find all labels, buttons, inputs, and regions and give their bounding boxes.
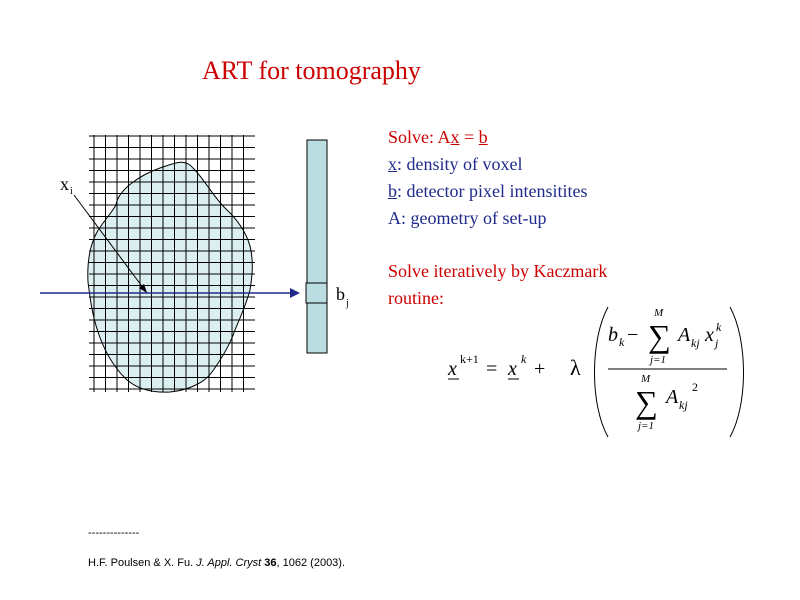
num-b-subscript: k [619,335,625,349]
citation-journal: J. Appl. Cryst [196,557,262,569]
slide-title: ART for tomography [202,56,421,85]
iteration-line-2: routine: [388,288,444,308]
citation-volume: 36 [264,557,277,569]
citation-pages: , 1062 (2003). [276,557,346,569]
num-sum-upper: M [654,307,664,319]
num-a: A [678,324,691,346]
num-sigma: ∑ [648,318,671,354]
solve-prefix: Solve: A [388,127,451,147]
num-a-subscript: kj [691,336,700,350]
citation-authors: H.F. Poulsen & X. Fu. [88,557,197,569]
detector-label: b [336,284,345,304]
ray-arrowhead [290,288,300,298]
den-sum-upper: M [641,373,651,385]
rhs-superscript: k [521,352,527,366]
x-symbol: x [388,154,397,174]
right-paren [730,307,744,437]
num-x-superscript: k [716,320,722,334]
num-x: x [705,324,714,346]
b-symbol: b [388,181,397,201]
voxel-label: x [60,174,69,194]
minus-sign: − [627,324,639,346]
voxel-subscript: i [70,186,73,197]
citation [88,557,345,569]
den-superscript: 2 [692,380,698,394]
solve-line [388,124,768,151]
num-x-subscript: j [715,336,719,350]
x-description: : density of voxel [397,154,523,174]
num-sum-lower: j=1 [650,354,666,366]
b-definition [388,178,768,205]
sample-shape [88,162,252,392]
iteration-line-1: Solve iteratively by Kaczmark [388,261,608,281]
lambda-symbol: λ [570,355,581,380]
left-paren [595,307,609,437]
lhs-x: x [448,358,457,380]
solve-x: x [450,127,460,147]
den-sum-lower: j=1 [638,420,654,432]
a-definition: A: geometry of set-up [388,208,547,228]
detector-strip [307,140,327,353]
solve-b: b [478,127,488,147]
x-definition [388,151,768,178]
detector-subscript: j [346,298,349,309]
footer-separator: -------------- [88,527,140,539]
b-description: : detector pixel intensitites [397,181,588,201]
detector-pixel [306,283,327,303]
lhs-superscript: k+1 [460,352,479,366]
den-a: A [666,386,679,408]
den-sigma: ∑ [635,384,658,420]
rhs-x: x [508,358,517,380]
solve-eq: = [459,127,479,147]
plus-sign: + [534,358,546,380]
equals-sign: = [486,358,498,380]
kaczmarz-formula [430,295,750,445]
definitions-block [388,124,768,232]
num-b: b [608,324,618,346]
den-a-subscript: kj [679,398,688,412]
